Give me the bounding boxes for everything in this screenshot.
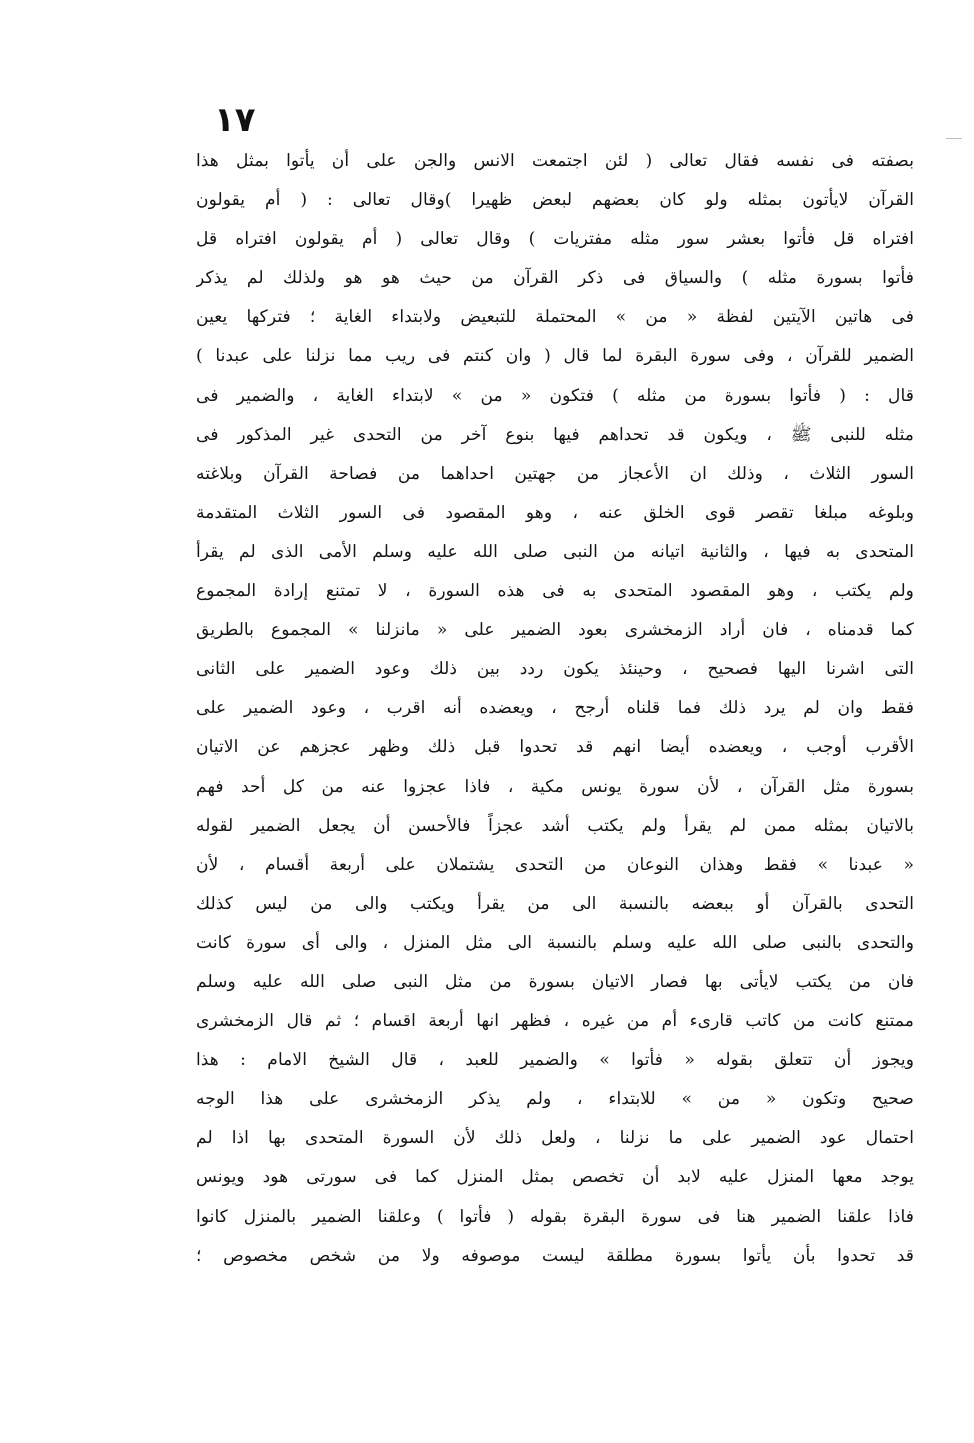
text-line: فى هاتين الآيتين لفظة « من » المحتملة للتبعيض ولابتداء الغاية ؛ فتركها يعين [196,307,914,328]
text-line: التحدى بالقرآن أو ببعضه بالنسبة الى من يقرأ ويكتب والى من ليس كذلك [196,893,914,914]
text-line: بسورة مثل القرآن ، لأن سورة يونس مكية ، فاذا عجزوا عنه من كل أحد فهم [196,776,914,797]
text-line: السور الثلاث ، وذلك ان الأعجاز من جهتين احداهما من فصاحة القرآن وبلاغته [196,463,914,484]
text-line: بالاتيان بمثله ممن لم يقرأ ولم يكتب أشد عجزاً فالأحسن أن يجعل الضمير لقوله [196,815,914,836]
text-line: مثله للنبى ﷺ ، ويكون قد تحداهم فيها بنوع آخر من التحدى غير المذكور فى [196,424,914,445]
text-line: افتراه قل فأتوا بعشر سور مثله مفتريات ) وقال تعالى ( أم يقولون افتراه قل [196,229,914,250]
text-line: الضمير للقرآن ، وفى سورة البقرة لما قال ( وان كنتم فى ريب مما نزلنا على عبدنا ) [196,346,914,367]
text-line: يوجد معها المنزل عليه لابد أن تخصص بمثل المنزل كما فى سورتى هود ويونس [196,1167,914,1188]
text-line: فان من يكتب لايأتى بها فصار الاتيان بسورة من مثل النبى صلى الله عليه وسلم [196,971,914,992]
text-line: كما قدمناه ، فان أراد الزمخشرى بعود الضمير على « مانزلنا » المجموع بالطريق [196,620,914,641]
body-text [196,142,914,1276]
text-line: والتحدى بالنبى صلى الله عليه وسلم بالنسبة الى مثل المنزل ، والى أى سورة كانت [196,932,914,953]
text-line: ولم يكتب ، وهو المقصود المتحدى به فى هذه السورة ، لا تمتنع إرادة المجموع [196,581,914,602]
text-line: بصفته فى نفسه فقال تعالى ( لئن اجتمعت الانس والجن على أن يأتوا بمثل هذا [196,151,914,171]
text-line: فاذا علقنا الضمير هنا فى سورة البقرة بقوله ( فأتوا ) وعلقنا الضمير بالمنزل كانوا [196,1206,914,1227]
text-line: ويجوز أن تتعلق بقوله « فأتوا » والضمير للعبد ، قال الشيخ الامام : هذا [196,1050,914,1071]
text-line: « عبدنا » فقط وهذان النوعان من التحدى يشتملان على أربعة أقسام ، لأن [196,854,914,875]
text-line: صحيح وتكون « من » للابتداء ، ولم يذكر الزمخشرى على هذا الوجه [196,1089,914,1110]
text-line: احتمال عود الضمير على ما نزلنا ، ولعل ذلك لأن السورة المتحدى بها اذا لم [196,1128,914,1149]
scan-edge-mark [946,138,962,139]
text-line: المتحدى به فيها ، والثانية اتيانه من النبى صلى الله عليه وسلم الأمى الذى لم يقرأ [196,541,914,562]
text-line: فأتوا بسورة مثله ) والسياق فى ذكر القرآن من حيث هو هو ولذلك لم يذكر [196,268,914,289]
text-line: التى اشرنا اليها فصحيح ، وحينئذ يكون ردد بين ذلك وعود الضمير على الثانى [196,659,914,680]
text-line: ممتنع كانت من كاتب قارىء أم من غيره ، فظهر انها أربعة اقسام ؛ ثم قال الزمخشرى [196,1011,914,1032]
text-line: قال : ( فأتوا بسورة من مثله ) فتكون « من » لابتداء الغاية ، والضمير فى [196,385,914,406]
text-line: الأقرب أوجب ، ويعضده أيضا انهم قد تحدوا قبل ذلك وظهر عجزهم عن الاتيان [196,737,914,758]
page-number: ١٧ [214,100,256,140]
text-line: وبلوغه مبلغا تقصر قوى الخلق عنه ، وهو المقصود فى السور الثلاث المتقدمة [196,502,914,523]
text-line: قد تحدوا بأن يأتوا بسورة مطلقة ليست موصوفه ولا من شخص مخصوص ؛ [196,1245,914,1266]
text-line: القرآن لايأتون بمثله ولو كان بعضهم لبعض ظهيرا )وقال تعالى : ( أم يقولون [196,190,914,211]
text-line: فقط وان لم يرد ذلك فما قلناه أرجح ، ويعضده أنه اقرب ، وعود الضمير على [196,698,914,719]
